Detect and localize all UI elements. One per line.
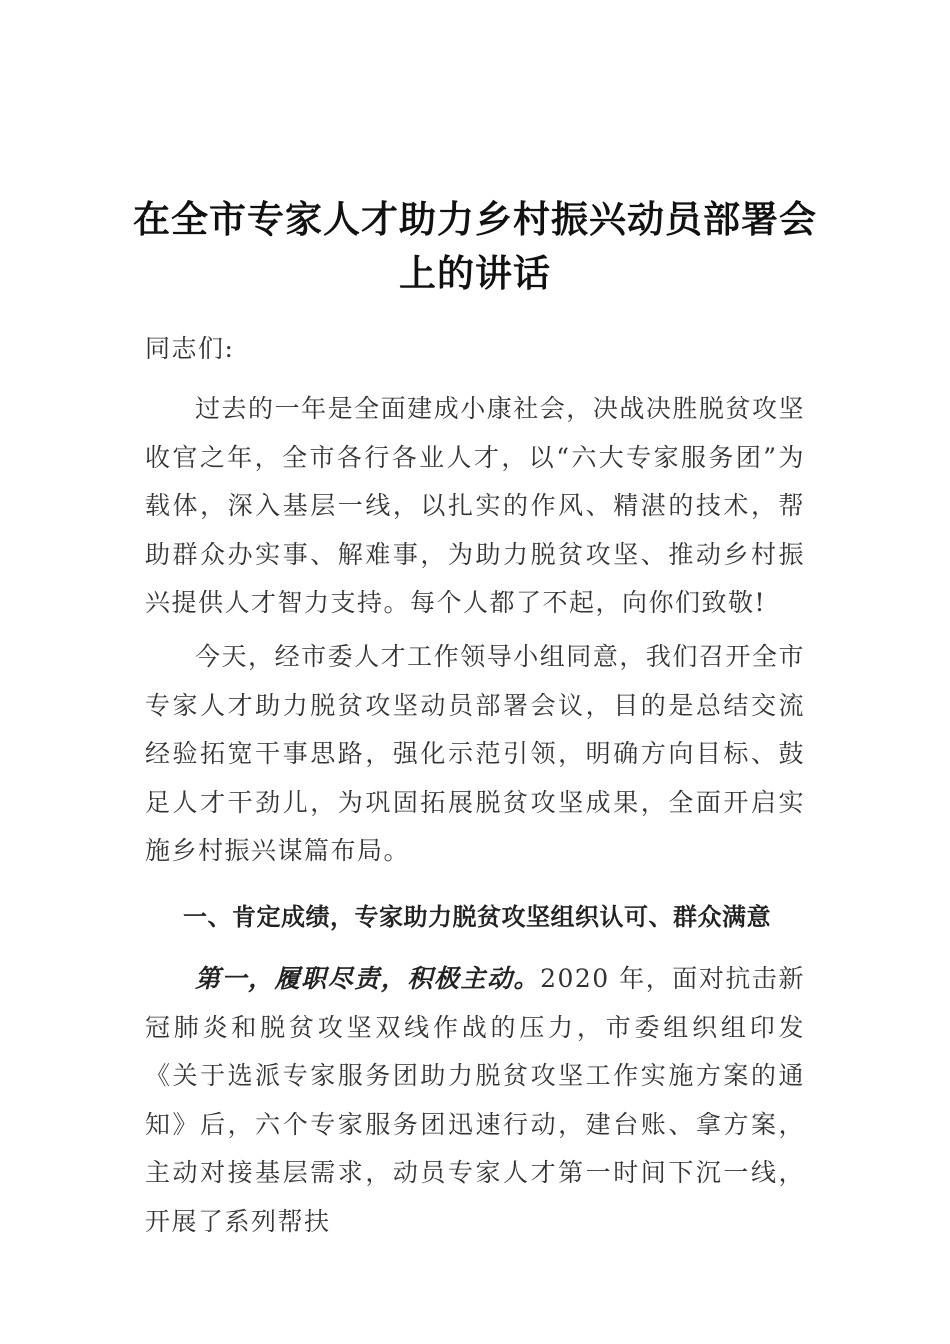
- subsection-text: 2020 年，面对抗击新冠肺炎和脱贫攻坚双线作战的压力，市委组织组印发《关于选派专家服务团助力脱贫攻坚工作实施方案的通知》后，六个专家服务团迅速行动，建台账、拿方案，主动对接基层需求，动员专家人才第一时间下沉一线，开展了系列帮扶: [145, 964, 805, 1236]
- salutation: 同志们:: [145, 334, 235, 363]
- section-heading-1: 一、肯定成绩，专家助力脱贫攻坚组织认可、群众满意: [183, 903, 771, 931]
- subsection-lead: 第一，履职尽责，积极主动。: [195, 964, 541, 993]
- document-title: 在全市专家人才助力乡村振兴动员部署会上的讲话: [133, 197, 817, 295]
- paragraph-1: 过去的一年是全面建成小康社会，决战决胜脱贫攻坚收官之年，全市各行各业人才，以“六大专家服务团”为载体，深入基层一线，以扎实的作风、精湛的技术，帮助群众办实事、解难事，为助力脱贫攻坚、推动乡村振兴提供人才智力支持。每个人都了不起，向你们致敬!: [145, 394, 805, 617]
- paragraph-2: 今天，经市委人才工作领导小组同意，我们召开全市专家人才助力脱贫攻坚动员部署会议，目的是总结交流经验拓宽干事思路，强化示范引领，明确方向目标、鼓足人才干劲儿，为巩固拓展脱贫攻坚成果，全面开启实施乡村振兴谋篇布局。: [145, 642, 805, 865]
- paragraph-3: [145, 955, 805, 1246]
